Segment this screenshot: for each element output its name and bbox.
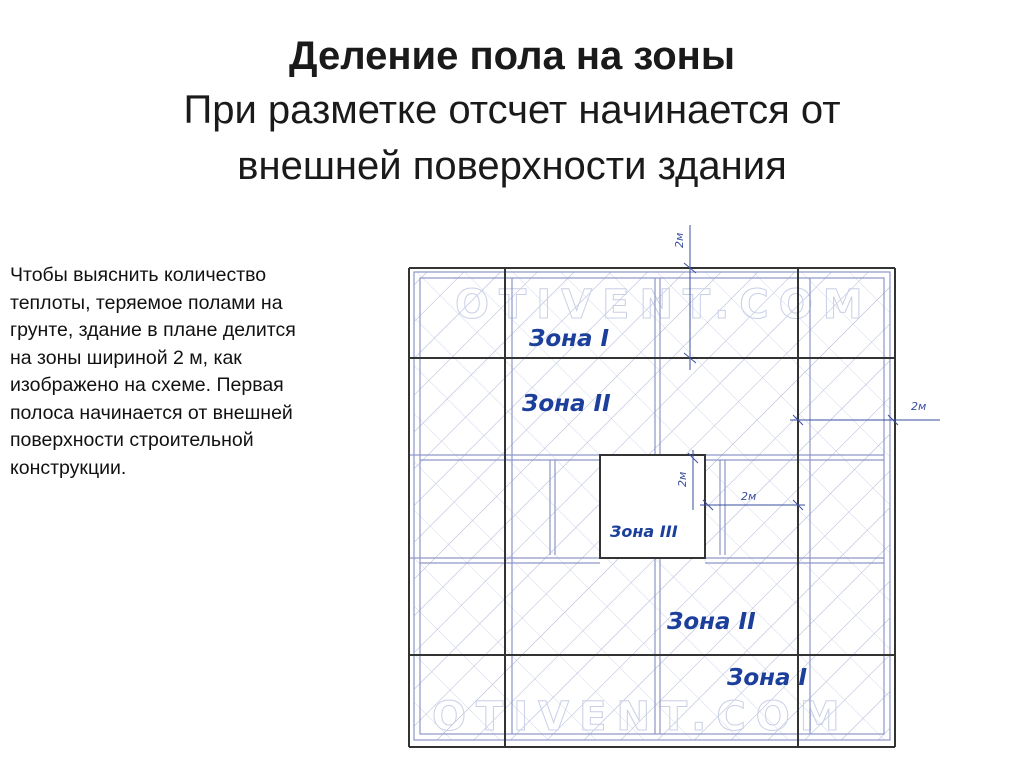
watermark-bottom: OTIVENT.COM <box>432 694 850 740</box>
floor-zones-diagram <box>380 222 940 760</box>
dimension-label-inner-vertical: 2м <box>676 471 689 487</box>
description-text: Чтобы выяснить количество теплоты, теряемое полами на грунте, здание в плане делится на зоны шириной 2 м, как изображено на схеме. Первая полоса начинается от внешней поверхности строительной конструкции. <box>10 264 296 479</box>
zone3-label: Зона III <box>610 522 678 541</box>
title-line-2: При разметке отсчет начинается от внешней поверхности здания <box>183 88 841 188</box>
dimension-label-top: 2м <box>673 232 686 248</box>
dimension-label-inner-horizontal: 2м <box>741 490 757 503</box>
zone1-bottom-label: Зона I <box>727 665 808 691</box>
title-line-1: Деление пола на зоны <box>289 34 735 78</box>
zone3-boundary <box>600 455 705 558</box>
zone1-top-label: Зона I <box>529 326 610 352</box>
slide-title <box>0 30 1024 194</box>
zone2-bottom-label: Зона II <box>667 609 756 635</box>
dimension-label-right: 2м <box>911 400 927 413</box>
zone2-top-label: Зона II <box>522 391 611 417</box>
watermark-top: OTIVENT.COM <box>455 282 873 328</box>
